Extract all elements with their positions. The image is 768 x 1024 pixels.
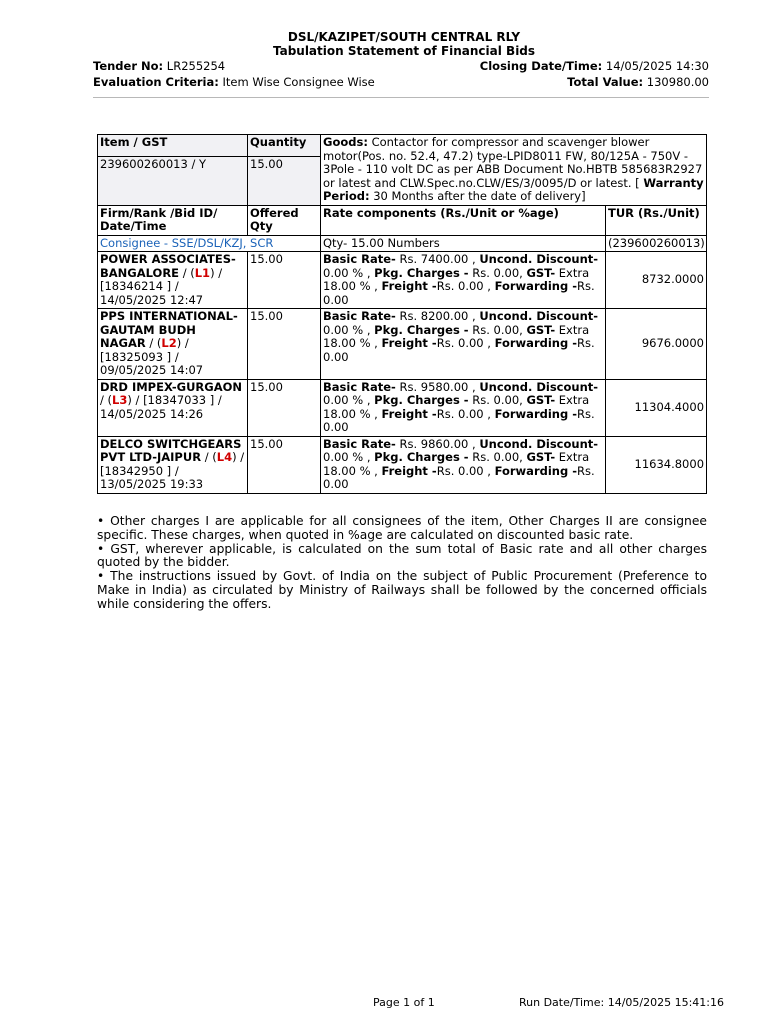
gst-label: GST- <box>526 450 556 464</box>
col-item-gst: Item / GST <box>98 135 248 157</box>
freight-value: Rs. 0.00 <box>436 279 484 293</box>
freight-label: Freight - <box>381 406 437 421</box>
forwarding-label: Forwarding - <box>494 406 577 421</box>
bid-datetime: 09/05/2025 14:07 <box>100 363 204 377</box>
consignee-code: (239600260013) <box>606 235 707 252</box>
basic-rate-value: Rs. 7400.00 <box>399 252 469 266</box>
offered-qty: 15.00 <box>248 436 321 493</box>
discount-label: Uncond. Discount- <box>479 252 599 266</box>
bid-firm: DRD IMPEX-GURGAON / (L3) / [18347033 ] / 14/05/2025 14:26 <box>98 379 248 436</box>
page-number: Page 1 of 1 <box>373 996 435 1009</box>
report-title: DSL/KAZIPET/SOUTH CENTRAL RLY <box>287 30 521 44</box>
basic-rate-value: Rs. 9580.00 <box>399 379 469 394</box>
pkg-label: Pkg. Charges - <box>374 322 469 337</box>
bid-datetime: 13/05/2025 19:33 <box>100 477 204 491</box>
note-gst: • GST, wherever applicable, is calculated on the sum total of Basic rate and all other charges quoted by the bidder. <box>97 541 707 570</box>
forwarding-label: Forwarding - <box>494 279 577 293</box>
rate-components: Basic Rate- Rs. 9580.00 , Uncond. Discount- 0.00 % , Pkg. Charges - Rs. 0.00, GST- Extra 18.00 % , Freight -Rs. 0.00 , Forwarding -Rs. 0.00 <box>321 379 606 436</box>
total-amount: 130980.00 <box>646 75 709 89</box>
pkg-label: Pkg. Charges - <box>374 393 469 407</box>
tur-value: 8732.0000 <box>606 252 707 309</box>
rank-badge: L3 <box>112 393 128 407</box>
goods-description <box>321 135 707 206</box>
quantity-value: 15.00 <box>248 156 321 205</box>
table-row <box>98 309 707 380</box>
gst-label: GST- <box>526 322 556 337</box>
discount-value: 0.00 % <box>323 450 364 464</box>
warranty-label: Warranty Period: <box>323 175 704 203</box>
firm-name: DRD IMPEX-GURGAON <box>100 379 243 394</box>
table-row <box>98 379 707 436</box>
total-label: Total Value: <box>567 75 644 89</box>
bid-firm: DELCO SWITCHGEARS PVT LTD-JAIPUR / (L4) / [18342950 ] / 13/05/2025 19:33 <box>98 436 248 493</box>
firm-name: DELCO SWITCHGEARS PVT LTD-JAIPUR <box>100 436 242 464</box>
consignee-row <box>98 235 707 252</box>
discount-label: Uncond. Discount- <box>479 379 599 394</box>
pkg-value: Rs. 0.00 <box>472 265 520 280</box>
discount-label: Uncond. Discount- <box>479 309 599 323</box>
pkg-value: Rs. 0.00 <box>472 322 520 337</box>
tur-value: 11634.8000 <box>606 436 707 493</box>
rate-components: Basic Rate- Rs. 7400.00 , Uncond. Discount- 0.00 % , Pkg. Charges - Rs. 0.00, GST- Extra 18.00 % , Freight -Rs. 0.00 , Forwarding -Rs. 0.00 <box>321 252 606 309</box>
bid-firm: PPS INTERNATIONAL-GAUTAM BUDH NAGAR / (L2) / [18325093 ] / 09/05/2025 14:07 <box>98 309 248 380</box>
freight-label: Freight - <box>381 463 437 478</box>
rate-components: Basic Rate- Rs. 9860.00 , Uncond. Discount- 0.00 % , Pkg. Charges - Rs. 0.00, GST- Extra 18.00 % , Freight -Rs. 0.00 , Forwarding -Rs. 0.00 <box>321 436 606 493</box>
item-gst-value: 239600260013 / Y <box>98 156 248 205</box>
forwarding-label: Forwarding - <box>494 336 577 350</box>
forwarding-value: Rs. 0.00 <box>323 336 595 364</box>
freight-value: Rs. 0.00 <box>436 463 484 478</box>
basic-rate-value: Rs. 9860.00 <box>399 436 469 451</box>
bid-firm: POWER ASSOCIATES-BANGALORE / (L1) / [18346214 ] / 14/05/2025 12:47 <box>98 252 248 309</box>
gst-label: GST- <box>526 393 556 407</box>
gst-value: Extra 18.00 % <box>323 265 590 293</box>
col-offered-qty: Offered Qty <box>248 205 321 235</box>
bid-id: [18346214 ] <box>100 279 172 293</box>
consignee-qty: Qty- 15.00 Numbers <box>321 235 606 252</box>
gst-value: Extra 18.00 % <box>323 322 590 350</box>
goods-text: Contactor for compressor and scavenger blower motor(Pos. no. 52.4, 47.2) type-LPID8011 FW, 80/125A - 750V - 3Pole - 110 volt DC as per ABB Document No.HBTB 585683R2927 or latest and CLW.Spec.no.CLW/ES/3/0095/D or latest. [ <box>323 135 703 190</box>
forwarding-label: Forwarding - <box>494 463 577 478</box>
bids-table <box>97 134 707 494</box>
note-other-charges: • Other charges I are applicable for all consignees of the item, Other Charges II are consignee specific. These charges, when quoted in %age are calculated on discounted basic rate. <box>97 514 707 542</box>
warranty-text: 30 Months after the date of delivery] <box>373 189 586 203</box>
evaluation-criteria <box>93 75 375 89</box>
freight-value: Rs. 0.00 <box>436 336 484 350</box>
closing-label: Closing Date/Time: <box>479 59 603 73</box>
firm-name: POWER ASSOCIATES-BANGALORE <box>100 252 236 280</box>
discount-value: 0.00 % <box>323 322 364 337</box>
bid-datetime: 14/05/2025 14:26 <box>100 406 204 421</box>
table-row <box>98 436 707 493</box>
pkg-value: Rs. 0.00 <box>472 393 520 407</box>
offered-qty: 15.00 <box>248 309 321 380</box>
freight-label: Freight - <box>381 279 437 293</box>
gst-label: GST- <box>526 265 556 280</box>
notes-section <box>97 515 707 612</box>
bid-datetime: 14/05/2025 12:47 <box>100 292 204 307</box>
basic-rate-label: Basic Rate- <box>323 379 396 394</box>
pkg-value: Rs. 0.00 <box>472 450 520 464</box>
criteria-label: Evaluation Criteria: <box>93 75 219 89</box>
bid-id: [18342950 ] <box>100 463 172 478</box>
forwarding-value: Rs. 0.00 <box>323 406 595 434</box>
consignee-name: Consignee - SSE/DSL/KZJ, SCR <box>98 235 321 252</box>
tender-label: Tender No: <box>93 59 164 73</box>
pkg-label: Pkg. Charges - <box>374 265 469 280</box>
rate-components: Basic Rate- Rs. 8200.00 , Uncond. Discount- 0.00 % , Pkg. Charges - Rs. 0.00, GST- Extra 18.00 % , Freight -Rs. 0.00 , Forwarding -Rs. 0.00 <box>321 309 606 380</box>
firm-name: PPS INTERNATIONAL-GAUTAM BUDH NAGAR <box>100 309 238 350</box>
item-header-row <box>98 135 707 157</box>
tender-value: LR255254 <box>166 59 226 73</box>
offered-qty: 15.00 <box>248 252 321 309</box>
header-divider <box>93 97 709 98</box>
discount-label: Uncond. Discount- <box>479 436 599 451</box>
note-make-in-india: • The instructions issued by Govt. of India on the subject of Public Procurement (Preference to Make in India) as circulated by Ministry of Railways shall be followed by the concerned officials while considering the offers. <box>97 569 707 611</box>
basic-rate-label: Basic Rate- <box>323 436 396 451</box>
gst-value: Extra 18.00 % <box>323 450 590 478</box>
bid-header-row <box>98 205 707 235</box>
tender-number <box>93 59 225 73</box>
closing-datetime <box>480 59 709 73</box>
tur-value: 11304.4000 <box>606 379 707 436</box>
bid-id: [18347033 ] <box>143 393 215 407</box>
rank-badge: L2 <box>161 336 177 350</box>
col-rate-components: Rate components (Rs./Unit or %age) <box>321 205 606 235</box>
forwarding-value: Rs. 0.00 <box>323 463 595 491</box>
forwarding-value: Rs. 0.00 <box>323 279 595 307</box>
offered-qty: 15.00 <box>248 379 321 436</box>
tur-value: 9676.0000 <box>606 309 707 380</box>
report-subtitle: Tabulation Statement of Financial Bids <box>272 44 536 58</box>
discount-value: 0.00 % <box>323 265 364 280</box>
closing-value: 14/05/2025 14:30 <box>605 59 709 73</box>
col-quantity: Quantity <box>248 135 321 157</box>
freight-value: Rs. 0.00 <box>436 406 484 421</box>
basic-rate-label: Basic Rate- <box>323 252 396 266</box>
col-firm: Firm/Rank /Bid ID/ Date/Time <box>98 205 248 235</box>
discount-value: 0.00 % <box>323 393 364 407</box>
table-row <box>98 252 707 309</box>
rank-badge: L4 <box>216 450 233 464</box>
basic-rate-value: Rs. 8200.00 <box>399 309 469 323</box>
rank-badge: L1 <box>194 265 211 280</box>
total-value <box>567 75 709 89</box>
pkg-label: Pkg. Charges - <box>374 450 469 464</box>
col-tur: TUR (Rs./Unit) <box>606 205 707 235</box>
freight-label: Freight - <box>381 336 437 350</box>
goods-label: Goods: <box>323 135 368 149</box>
basic-rate-label: Basic Rate- <box>323 309 396 323</box>
run-datetime: Run Date/Time: 14/05/2025 15:41:16 <box>519 996 725 1009</box>
criteria-value: Item Wise Consignee Wise <box>222 75 375 89</box>
bid-id: [18325093 ] <box>100 349 172 364</box>
gst-value: Extra 18.00 % <box>323 393 590 421</box>
